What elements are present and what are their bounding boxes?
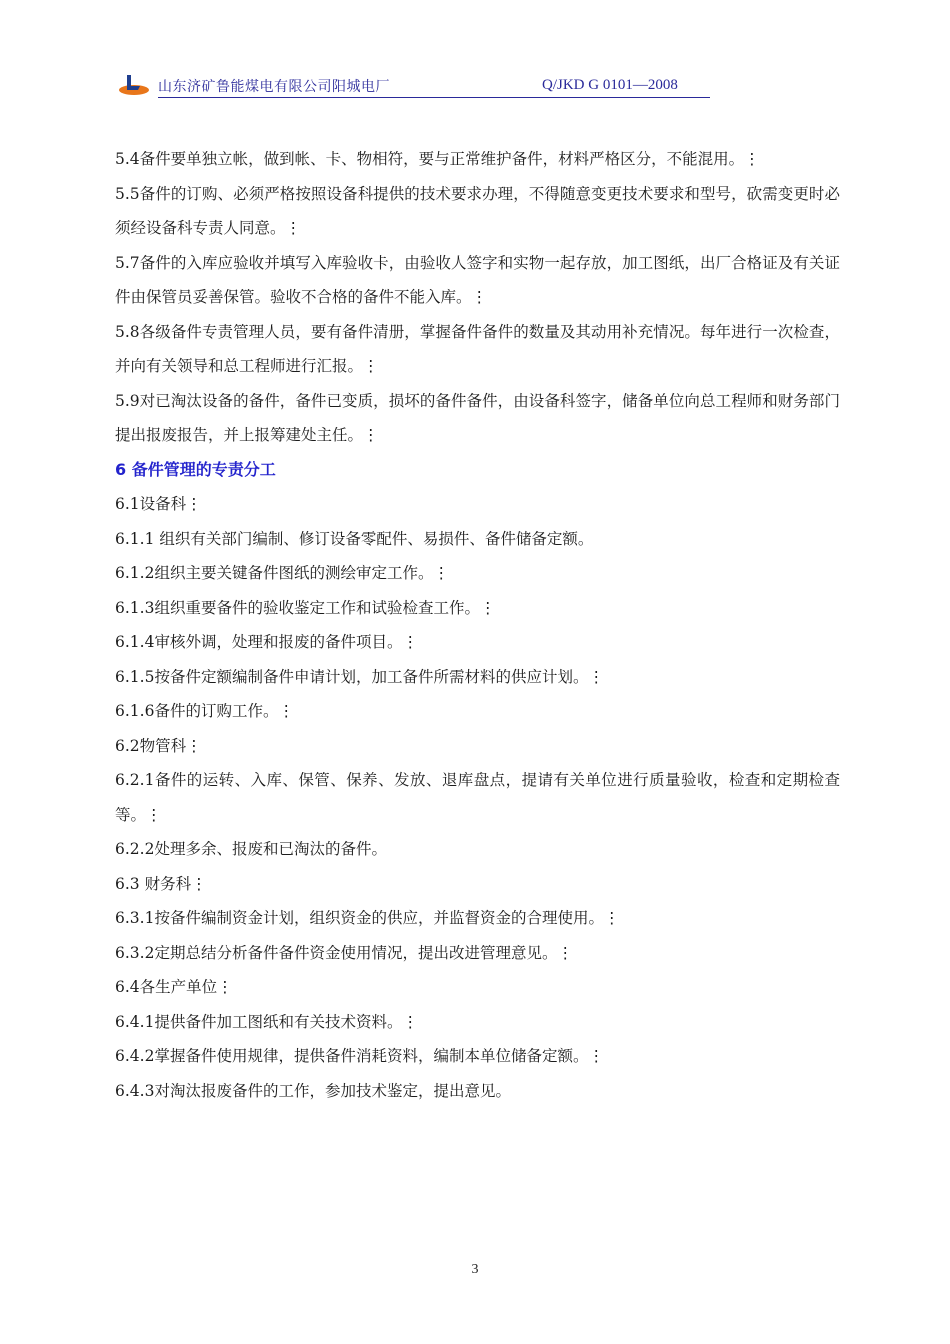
body-paragraph: 5.8各级备件专责管理人员，要有备件清册，掌握备件备件的数量及其动用补充情况。每年进行一次检查，并向有关领导和总工程师进行汇报。⋮	[115, 322, 840, 375]
page-number: 3	[471, 1262, 479, 1277]
body-paragraph: 5.5备件的订购、必须严格按照设备科提供的技术要求办理，不得随意变更技术要求和型号，砍需变更时必须经设备科专责人同意。⋮	[115, 184, 840, 237]
body-paragraph: 6.3.1按备件编制资金计划，组织资金的供应，并监督资金的合理使用。⋮	[115, 909, 620, 927]
header-document-code: Q/JKD G 0101—2008	[542, 77, 678, 93]
body-paragraph: 6.4各生产单位⋮	[115, 978, 233, 996]
body-paragraph: 6.3 财务科⋮	[115, 874, 207, 893]
body-paragraph: 6.1.3组织重要备件的验收鉴定工作和试验检查工作。⋮	[115, 598, 496, 617]
body-paragraph: 5.4备件要单独立帐，做到帐、卡、物相符，要与正常维护备件，材料严格区分，不能混用。⋮	[115, 150, 760, 168]
body-paragraph: 6.1设备科⋮	[115, 495, 202, 513]
body-paragraph: 5.7备件的入库应验收并填写入库验收卡，由验收人签字和实物一起存放，加工图纸，出厂合格证及有关证件由保管员妥善保管。验收不合格的备件不能入库。⋮	[115, 253, 840, 306]
document-body	[115, 142, 840, 1108]
body-paragraph: 6.1.2组织主要关键备件图纸的测绘审定工作。⋮	[115, 564, 449, 582]
body-paragraph: 6.4.2掌握备件使用规律，提供备件消耗资料，编制本单位储备定额。⋮	[115, 1047, 604, 1065]
section-heading: 6 备件管理的专责分工	[115, 459, 276, 479]
header-rule	[158, 97, 710, 98]
header-company-name: 山东济矿鲁能煤电有限公司阳城电厂	[158, 79, 390, 95]
body-paragraph: 6.4.1提供备件加工图纸和有关技术资料。⋮	[115, 1012, 418, 1031]
body-paragraph: 6.4.3对淘汰报废备件的工作，参加技术鉴定，提出意见。	[115, 1081, 511, 1100]
body-paragraph: 6.1.6备件的订购工作。⋮	[115, 702, 294, 720]
body-paragraph: 6.1.4审核外调，处理和报废的备件项目。⋮	[115, 633, 418, 651]
page-header	[118, 70, 710, 100]
body-paragraph: 6.3.2定期总结分析备件备件资金使用情况，提出改进管理意见。⋮	[115, 943, 573, 962]
body-paragraph: 5.9对已淘汰设备的备件，备件已变质，损坏的备件备件，由设备科签字，储备单位向总工程师和财务部门提出报废报告，并上报筹建处主任。⋮	[115, 391, 840, 444]
company-logo-icon	[118, 72, 150, 96]
body-paragraph: 6.1.1 组织有关部门编制、修订设备零配件、易损件、备件储备定额。	[115, 529, 594, 548]
body-paragraph: 6.2.1备件的运转、入库、保管、保养、发放、退库盘点，提请有关单位进行质量验收，检查和定期检查等。⋮	[115, 771, 840, 824]
body-paragraph: 6.1.5按备件定额编制备件申请计划，加工备件所需材料的供应计划。⋮	[115, 667, 604, 686]
body-paragraph: 6.2物管科⋮	[115, 736, 202, 755]
body-paragraph: 6.2.2处理多余、报废和已淘汰的备件。	[115, 840, 387, 858]
